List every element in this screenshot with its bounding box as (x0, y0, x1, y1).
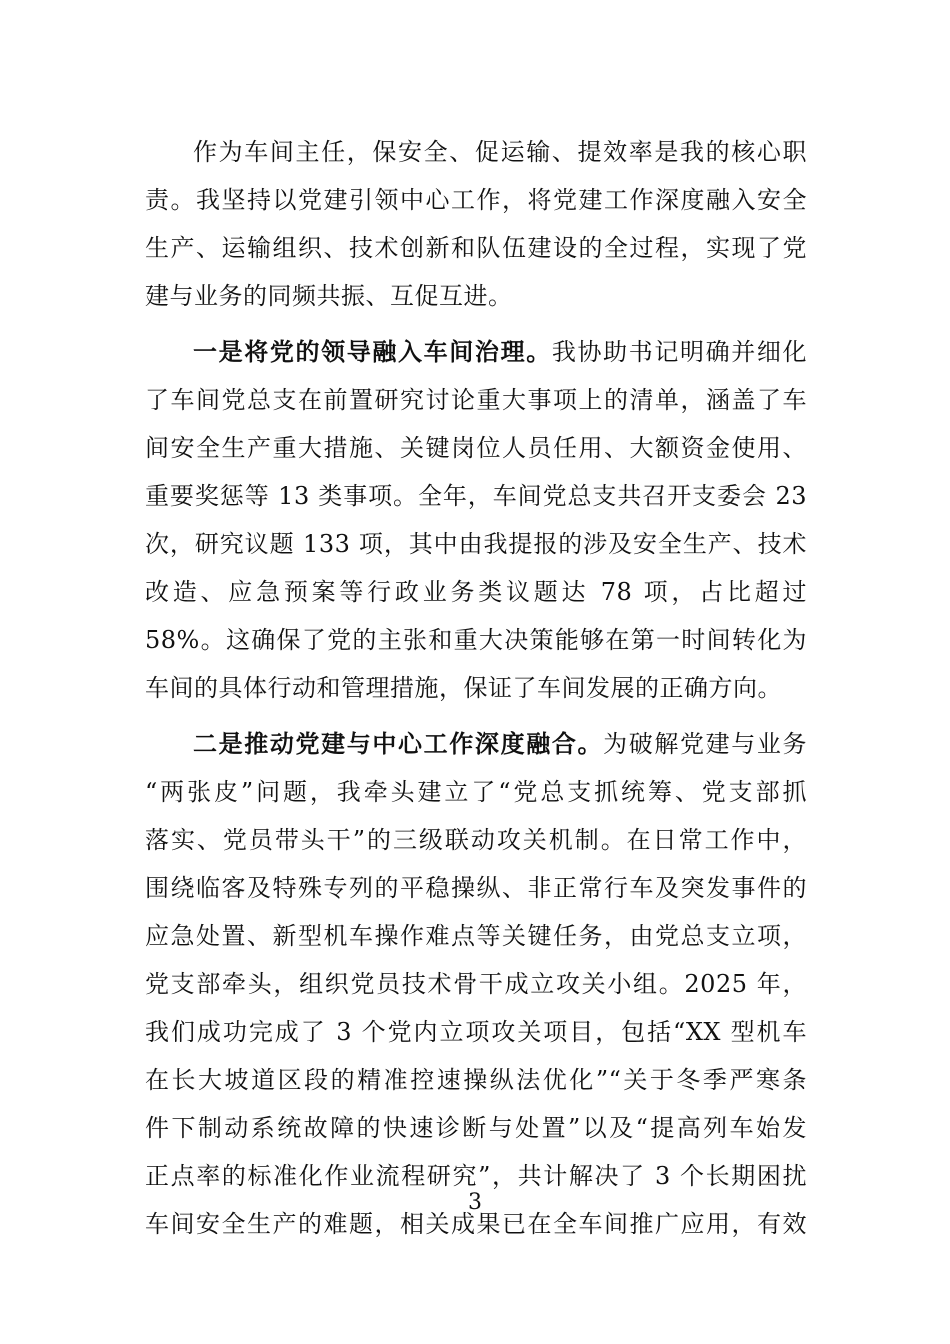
paragraph-line: 建与业务的同频共振、互促互进。 (145, 282, 513, 310)
paragraph-line: 改造、应急预案等行政业务类议题达 78 项，占比超过 (145, 578, 807, 606)
paragraph-line: 围绕临客及特殊专列的平稳操纵、非正常行车及突发事件的 (145, 874, 807, 902)
paragraph-line: 党支部牵头，组织党员技术骨干成立攻关小组。2025 年， (145, 970, 807, 998)
paragraph-line: 责。我坚持以党建引领中心工作，将党建工作深度融入安全 (145, 186, 807, 214)
paragraph-line: 应急处置、新型机车操作难点等关键任务，由党总支立项， (145, 922, 807, 950)
paragraph-line: 次，研究议题 133 项，其中由我提报的涉及安全生产、技术 (145, 530, 807, 558)
paragraph-lead-heading: 一是将党的领导融入车间治理。 (193, 337, 552, 366)
paragraph-text: 为破解党建与业务 (603, 730, 808, 758)
paragraph-line (145, 328, 807, 376)
paragraph-line: 重要奖惩等 13 类事项。全年，车间党总支共召开支委会 23 (145, 482, 807, 510)
paragraph-1 (145, 128, 807, 320)
paragraph-line: 车间安全生产的难题，相关成果已在全车间推广应用，有效 (145, 1210, 807, 1238)
page-number: 3 (468, 1190, 482, 1215)
paragraph-line: 件下制动系统故障的快速诊断与处置”以及“提高列车始发 (145, 1114, 807, 1142)
paragraph-lead-heading: 二是推动党建与中心工作深度融合。 (193, 729, 604, 758)
paragraph-3 (145, 720, 807, 1248)
paragraph-line: 在长大坡道区段的精准控速操纵法优化”“关于冬季严寒条 (145, 1066, 807, 1094)
paragraph-line: 车间的具体行动和管理措施，保证了车间发展的正确方向。 (145, 674, 782, 702)
paragraph-2 (145, 328, 807, 712)
paragraph-line: 正点率的标准化作业流程研究”，共计解决了 3 个长期困扰 (145, 1162, 807, 1190)
paragraph-line: 作为车间主任，保安全、促运输、提效率是我的核心职 (193, 138, 807, 166)
paragraph-line: 58%。这确保了党的主张和重大决策能够在第一时间转化为 (145, 626, 807, 654)
paragraph-line: 落实、党员带头干”的三级联动攻关机制。在日常工作中， (145, 826, 807, 854)
paragraph-line: 我们成功完成了 3 个党内立项攻关项目，包括“XX 型机车 (145, 1018, 807, 1046)
paragraph-text: 我协助书记明确并细化 (551, 338, 808, 366)
document-body (145, 128, 807, 1248)
paragraph-line: 生产、运输组织、技术创新和队伍建设的全过程，实现了党 (145, 234, 807, 262)
paragraph-line: 间安全生产重大措施、关键岗位人员任用、大额资金使用、 (145, 434, 807, 462)
paragraph-line: 了车间党总支在前置研究讨论重大事项上的清单，涵盖了车 (145, 386, 807, 414)
paragraph-line: “两张皮”问题，我牵头建立了“党总支抓统筹、党支部抓 (145, 778, 807, 806)
paragraph-line (145, 720, 807, 768)
